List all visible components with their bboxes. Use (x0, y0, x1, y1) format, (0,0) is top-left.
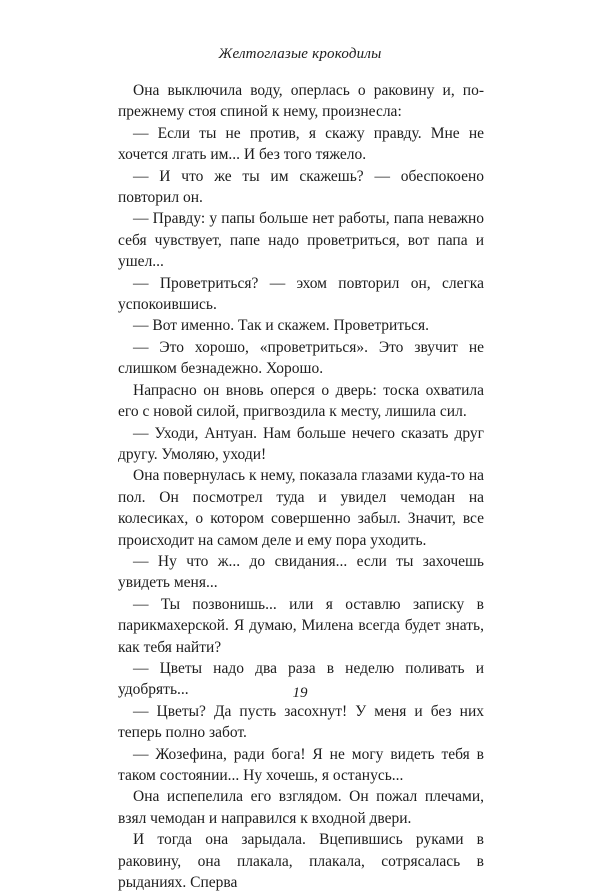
paragraph: Напрасно он вновь оперся о дверь: тоска охватила его с новой силой, пригвоздила к месту, лишила сил. (118, 381, 484, 421)
paragraph: — Цветы надо два раза в неделю поливать и удобрять... (118, 659, 484, 699)
paragraph: Она выключила воду, оперлась о раковину и, по-прежнему стоя спиной к нему, произнесла: (118, 82, 484, 121)
paragraph: — Ну что ж... до свидания... если ты захочешь увидеть меня... (118, 552, 484, 592)
paragraph: И тогда она зарыдала. Вцепившись руками в раковину, она плакала, плакала, сотрясалась в рыданиях. Сперва (118, 831, 484, 892)
paragraph: Она повернулась к нему, показала глазами куда-то на пол. Он посмотрел туда и увидел чемодан на колесиках, о котором совершенно забыл. Значит, все происходит на самом деле и ему пора уходить. (118, 467, 484, 549)
page-number: 19 (292, 685, 308, 701)
paragraph: — Если ты не против, я скажу правду. Мне не хочется лгать им... И без того тяжело. (118, 124, 484, 164)
paragraph: — Это хорошо, «проветриться». Это звучит не слишком безнадежно. Хорошо. (118, 338, 484, 378)
paragraph: — Жозефина, ради бога! Я не могу видеть тебя в таком состоянии... Ну хочешь, я останусь... (118, 745, 484, 784)
paragraph: — Уходи, Антуан. Нам больше нечего сказать друг другу. Умоляю, уходи! (118, 424, 484, 463)
paragraph: — Проветриться? — эхом повторил он, слегка успокоившись. (118, 274, 484, 314)
running-head: Желтоглазые крокодилы (218, 46, 382, 62)
paragraph: — Вот именно. Так и скажем. Проветриться. (133, 317, 430, 335)
paragraph: — Цветы? Да пусть засохнут! У меня и без них теперь полно забот. (118, 702, 484, 742)
paragraph: — Ты позвонишь... или я оставлю записку в парикмахерской. Я думаю, Милена всегда будет знать, как тебя найти? (118, 595, 484, 656)
paragraph: — Правду: у папы больше нет работы, папа неважно себя чувствует, папе надо проветриться, вот папа и ушел... (118, 210, 484, 271)
paragraph: Она испепелила его взглядом. Он пожал плечами, взял чемодан и направился к входной двери. (118, 788, 484, 827)
paragraph: — И что же ты им скажешь? — обеспокоено повторил он. (118, 167, 484, 207)
body-text (118, 80, 484, 893)
